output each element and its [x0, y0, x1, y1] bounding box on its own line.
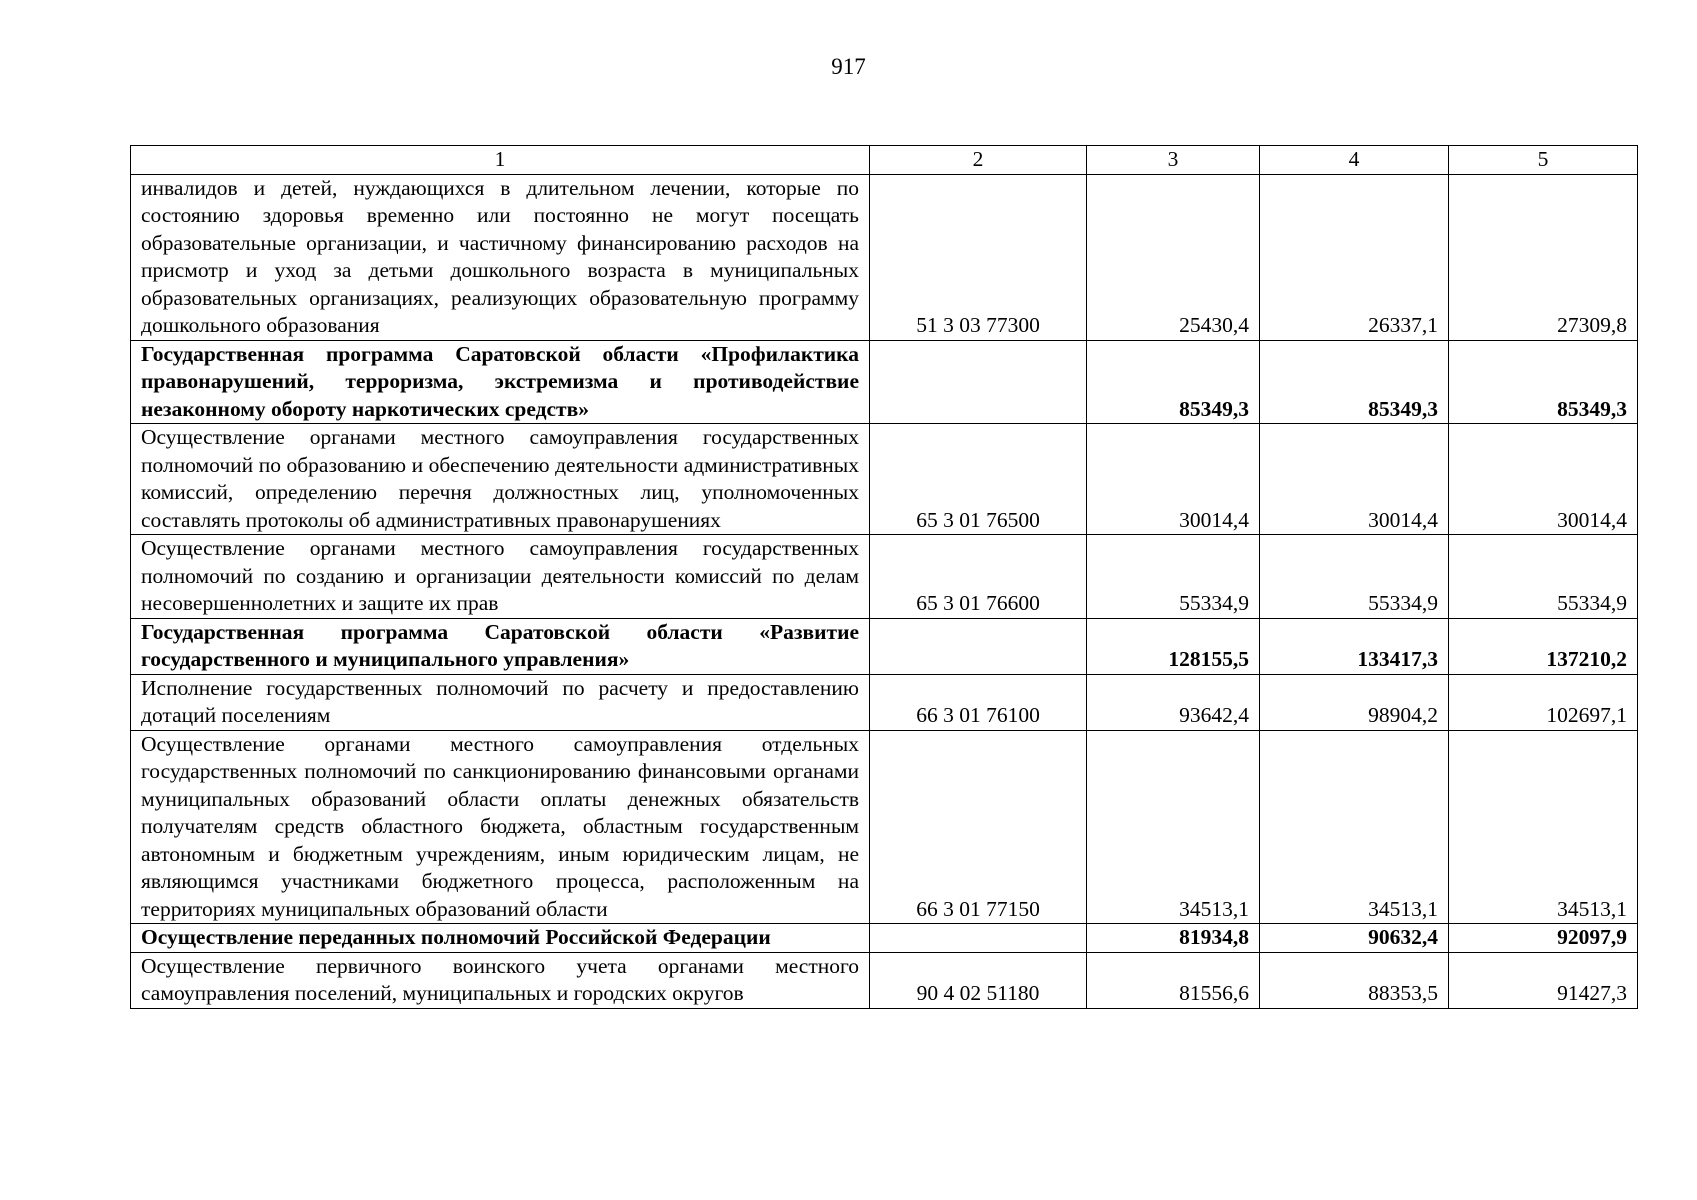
row-value-4: 88353,5	[1260, 952, 1449, 1008]
row-name: Государственная программа Саратовской области «Развитие государственного и муниципального управления»	[131, 618, 870, 674]
row-value-3: 85349,3	[1087, 340, 1260, 424]
row-value-3: 128155,5	[1087, 618, 1260, 674]
row-name: Осуществление органами местного самоуправления отдельных государственных полномочий по санкционированию финансовыми органами муниципальных образований области оплаты денежных обязательств получателям средств областного бюджета, областным государственным автономным и бюджетным учреждениям, иным юридическим лицам, не являющимся участниками бюджетного процесса, расположенным на территориях муниципальных образований области	[131, 730, 870, 924]
row-value-3: 30014,4	[1087, 424, 1260, 535]
table-row	[131, 424, 1638, 535]
row-code: 90 4 02 51180	[870, 952, 1087, 1008]
row-value-3: 93642,4	[1087, 674, 1260, 730]
row-value-4: 34513,1	[1260, 730, 1449, 924]
column-header-4: 4	[1260, 146, 1449, 175]
row-value-5: 27309,8	[1449, 174, 1638, 340]
column-header-2: 2	[870, 146, 1087, 175]
table-row	[131, 924, 1638, 953]
table-row	[131, 535, 1638, 619]
row-name: Государственная программа Саратовской области «Профилактика правонарушений, терроризма, экстремизма и противодействие незаконному обороту наркотических средств»	[131, 340, 870, 424]
header-row	[131, 146, 1638, 175]
column-header-1: 1	[131, 146, 870, 175]
column-header-5: 5	[1449, 146, 1638, 175]
row-value-3: 55334,9	[1087, 535, 1260, 619]
row-value-5: 34513,1	[1449, 730, 1638, 924]
row-value-4: 26337,1	[1260, 174, 1449, 340]
table-row	[131, 952, 1638, 1008]
row-code	[870, 340, 1087, 424]
budget-table	[130, 145, 1638, 1009]
table-row	[131, 618, 1638, 674]
row-value-4: 85349,3	[1260, 340, 1449, 424]
table-row	[131, 174, 1638, 340]
row-value-5: 55334,9	[1449, 535, 1638, 619]
column-header-3: 3	[1087, 146, 1260, 175]
row-value-3: 34513,1	[1087, 730, 1260, 924]
row-name: инвалидов и детей, нуждающихся в длительном лечении, которые по состоянию здоровья временно или постоянно не могут посещать образовательные организации, и частичному финансированию расходов на присмотр и уход за детьми дошкольного возраста в муниципальных образовательных организациях, реализующих образовательную программу дошкольного образования	[131, 174, 870, 340]
table-row	[131, 674, 1638, 730]
table-row	[131, 730, 1638, 924]
row-value-3: 25430,4	[1087, 174, 1260, 340]
row-name: Осуществление переданных полномочий Российской Федерации	[131, 924, 870, 953]
row-code: 66 3 01 77150	[870, 730, 1087, 924]
row-value-5: 92097,9	[1449, 924, 1638, 953]
row-value-4: 98904,2	[1260, 674, 1449, 730]
row-name: Осуществление первичного воинского учета органами местного самоуправления поселений, муниципальных и городских округов	[131, 952, 870, 1008]
row-name: Осуществление органами местного самоуправления государственных полномочий по образованию и обеспечению деятельности административных комиссий, определению перечня должностных лиц, уполномоченных составлять протоколы об административных правонарушениях	[131, 424, 870, 535]
row-code: 51 3 03 77300	[870, 174, 1087, 340]
table-body	[131, 174, 1638, 1008]
row-code: 66 3 01 76100	[870, 674, 1087, 730]
row-code	[870, 618, 1087, 674]
row-value-4: 55334,9	[1260, 535, 1449, 619]
row-value-3: 81934,8	[1087, 924, 1260, 953]
row-name: Исполнение государственных полномочий по расчету и предоставлению дотаций поселениям	[131, 674, 870, 730]
row-value-4: 133417,3	[1260, 618, 1449, 674]
row-name: Осуществление органами местного самоуправления государственных полномочий по созданию и организации деятельности комиссий по делам несовершеннолетних и защите их прав	[131, 535, 870, 619]
row-value-3: 81556,6	[1087, 952, 1260, 1008]
row-value-5: 30014,4	[1449, 424, 1638, 535]
row-value-5: 137210,2	[1449, 618, 1638, 674]
row-value-4: 30014,4	[1260, 424, 1449, 535]
row-code: 65 3 01 76500	[870, 424, 1087, 535]
row-value-4: 90632,4	[1260, 924, 1449, 953]
row-value-5: 91427,3	[1449, 952, 1638, 1008]
row-code	[870, 924, 1087, 953]
page-number: 917	[831, 54, 866, 79]
table-row	[131, 340, 1638, 424]
row-code: 65 3 01 76600	[870, 535, 1087, 619]
row-value-5: 85349,3	[1449, 340, 1638, 424]
row-value-5: 102697,1	[1449, 674, 1638, 730]
